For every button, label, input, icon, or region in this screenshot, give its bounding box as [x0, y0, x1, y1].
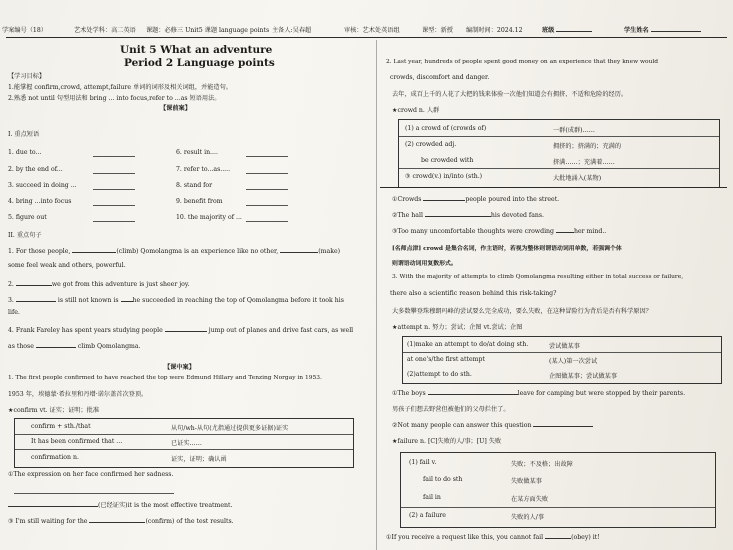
sentence-3: 3. is still not known is he succeeded in reaching the top of Qomolangma before it took his — [8, 297, 344, 304]
list-item: 1. due to... — [8, 149, 42, 156]
worksheet-number: 学案编号（18） — [2, 27, 47, 34]
list-item: 9. benefit from — [176, 198, 223, 205]
name-field — [624, 25, 701, 34]
table-cell: 一群(成群)…… — [553, 127, 595, 134]
word-failure: ★failure n. [C]失败的人/事；[U] 失败 — [392, 438, 502, 445]
teacher-tip: [名师点津] crowd 是集合名词，作主语时，若视为整体则谓语动词用单数，若强调个体 — [392, 245, 622, 252]
table-cell: 尝试做某事 — [549, 343, 580, 350]
word-2-sentence: 2. Last year, hundreds of people spent good money on an experience that they knew would — [386, 59, 659, 65]
list-item: 4. bring ...into focus — [8, 198, 72, 205]
list-item: 2. by the end of... — [8, 166, 63, 173]
table-cell: 在某方面失败 — [511, 496, 549, 503]
table-cell: 大批地涌入(某物) — [553, 175, 602, 182]
example-2: (已经证实)it is the most effective treatment. — [8, 500, 232, 509]
teacher-tip-cont: 则谓语动词用复数形式。 — [392, 260, 457, 267]
unit-title: Unit 5 What an adventure — [120, 44, 273, 56]
attempt-example-1-translation: 男孩子们想去野营但被他们的父母拦住了。 — [392, 406, 510, 413]
table-cell: fail to do sth — [423, 476, 463, 483]
sentence-1-cont: some feel weak and others, powerful. — [8, 262, 126, 269]
goal-2: 2.熟悉 not until 句型用法和 bring ... into focus,refer to ...as 短语用法。 — [8, 95, 221, 102]
section-phrases: I. 重点短语 — [8, 131, 40, 138]
prestudy-heading: 【课前案】 — [160, 105, 191, 112]
crowd-example-2: ②The hall his devoted fans. — [392, 212, 545, 219]
table-cell: (1) fail v. — [409, 459, 437, 466]
sentence-4-cont: as those climb Qomolangma. — [8, 343, 141, 350]
word-3-sentence: 3. With the majority of attempts to climb Qomolangma resulting either in total success or failure, — [392, 274, 684, 280]
table-cell: 企图做某事；尝试做某事 — [549, 373, 618, 380]
table-cell: confirm + sth./that — [31, 423, 91, 430]
subject: 艺术处学科：高二英语 — [74, 27, 136, 34]
preparer: 主备人:吴春超 — [272, 27, 312, 34]
word-2-translation: 去年，成百上千的人花了大把的钱来体验一次他们知道会有拥挤、不适和危险的经历。 — [392, 91, 628, 98]
list-item: 8. stand for — [176, 182, 213, 189]
header-bar — [0, 4, 733, 38]
section-sentences: II. 重点句子 — [8, 232, 42, 239]
table-cell: 从句/wh-从句(尤指通过提供更多证据)证实 — [171, 425, 289, 432]
lesson-type: 课型：新授 — [422, 27, 453, 34]
table-cell: (1)make an attempt to do/at doing sth. — [407, 341, 529, 348]
table-cell: 失败的人/事 — [511, 514, 545, 521]
class-field — [542, 25, 592, 34]
word-confirm: ★confirm vt. 证实；证明；批准 — [8, 407, 100, 414]
word-1-translation: 1953 年，埃德蒙·希拉里和丹增·诺尔盖首次登顶。 — [8, 391, 148, 398]
table-cell: (2) crowded adj. — [405, 141, 457, 148]
goal-1: 1.能掌握 confirm,crowd, attempt,failure 单词的词形及相关词组，并能造句。 — [8, 84, 232, 91]
word-1-sentence: 1. The first people confirmed to have reached the top were Edmund Hillary and Tenzing Norgay in 1953. — [8, 375, 322, 381]
lesson-topic: 课题：必修三 Unit5 课题 language points — [146, 27, 270, 34]
word-attempt: ★attempt n. 努力；尝试；企图 vt.尝试；企图 — [392, 324, 523, 331]
example-3: ③ I'm still waiting for the (confirm) of the test results. — [8, 518, 234, 525]
attempt-example-1: ①The boys leave for camping but were stopped by their parents. — [392, 390, 686, 397]
table-cell: (2) a failure — [409, 512, 446, 519]
column-divider — [376, 40, 377, 550]
reviewer: 审核：艺术处英语组 — [344, 27, 400, 34]
attempt-example-2: ②Not many people can answer this question — [392, 420, 593, 429]
table-cell: 证实，证明；确认函 — [171, 456, 227, 463]
table-cell: be crowded with — [421, 157, 474, 164]
word-2-sentence-cont: crowds, discomfort and danger. — [390, 74, 490, 81]
list-item: 10. the majority of ... — [176, 214, 242, 221]
table-cell: at one's/the first attempt — [407, 356, 485, 363]
compile-date: 编制时间：2024.12 — [466, 27, 523, 34]
table-cell: 已证实…… — [171, 440, 202, 447]
confirm-usage-table — [14, 418, 354, 468]
list-item: 3. succeed in doing ... — [8, 182, 77, 189]
inclass-heading: 【课中案】 — [164, 364, 195, 371]
table-cell: (某人)第一次尝试 — [549, 358, 598, 365]
list-item: 6. result in.... — [176, 149, 218, 156]
table-cell: 失败做某事 — [511, 478, 542, 485]
example-1: ①The expression on her face confirmed her sadness. — [8, 471, 174, 478]
goals-heading: 【学习目标】 — [8, 73, 46, 80]
failure-example-1: ①If you receive a request like this, you cannot fail (obey) it! — [386, 534, 600, 541]
crowd-example-1: ①Crowds people poured into the street. — [392, 196, 560, 203]
sentence-2: 2. we got from this adventure is just sheer joy. — [8, 281, 190, 288]
word-3-translation: 大多数攀登珠穆朗玛峰的尝试要么完全成功，要么失败，在这种冒险行为背后是否有科学原因？ — [392, 308, 652, 315]
table-cell: (1) a crowd of (crowds of) — [405, 125, 487, 132]
list-item: 7. refer to...as..... — [176, 166, 231, 173]
sentence-1: 1. For those people, (climb) Qomolangma is an experience like no other, (make) — [8, 248, 341, 255]
table-cell: ③ crowd(v.) in/into (sth.) — [405, 173, 483, 180]
sentence-4: 4. Frank Fareley has spent years studying people jump out of planes and drive fast cars, as well — [8, 327, 354, 334]
table-cell: 失败；不及格；出故障 — [511, 461, 573, 468]
failure-usage-table — [400, 452, 716, 528]
attempt-usage-table — [402, 336, 722, 384]
list-item: 5. figure out — [8, 214, 47, 221]
header-rule — [6, 37, 727, 38]
crowd-example-3: ③Too many uncomfortable thoughts were crowding her mind.. — [392, 228, 607, 235]
period-title: Period 2 Language points — [124, 57, 275, 69]
table-cell: (2)attempt to do sth. — [407, 371, 472, 378]
sentence-3-cont: life. — [8, 309, 20, 316]
table-cell: confirmation n. — [31, 454, 79, 461]
table-cell: fail in — [423, 494, 441, 501]
word-3-sentence-cont: there also a scientific reason behind this risk-taking? — [390, 290, 557, 297]
table-cell: 拥挤的；挤满的；充满的 — [553, 143, 622, 150]
word-crowd: ★crowd n. 人群 — [392, 107, 440, 114]
table-cell: 挤满……；充满着…… — [553, 159, 615, 166]
crowd-usage-table — [398, 119, 720, 188]
table-cell: It has been confirmed that ... — [31, 438, 123, 445]
class-label: 班级 — [542, 27, 555, 34]
name-label: 学生姓名 — [624, 27, 649, 34]
